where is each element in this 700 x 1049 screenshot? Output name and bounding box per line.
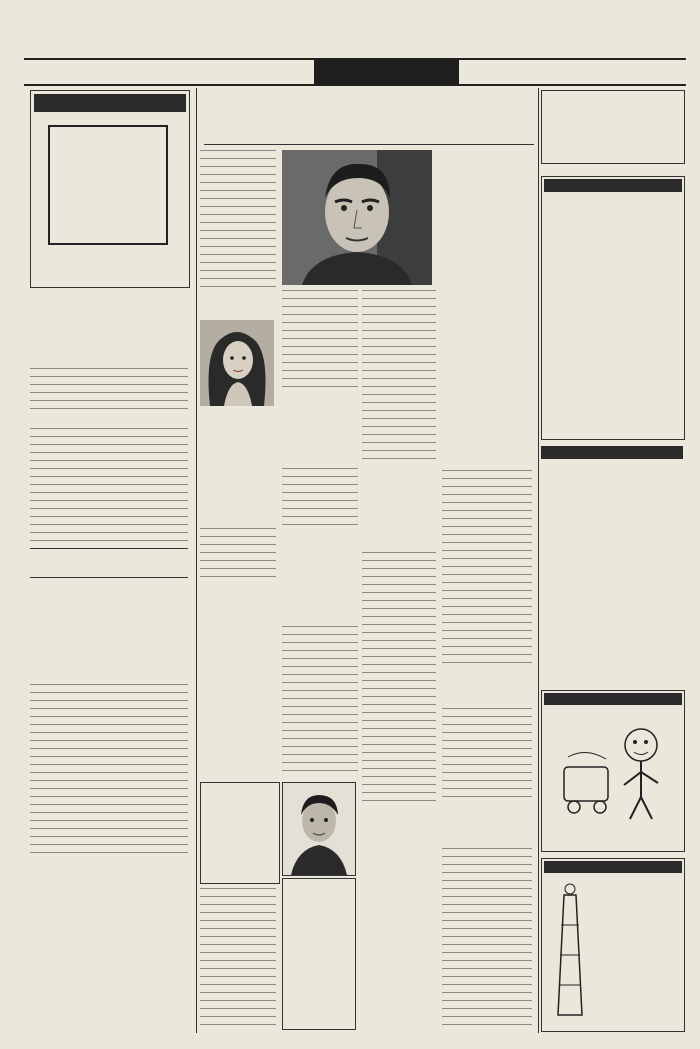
pharmacies-title <box>544 179 682 192</box>
text-block <box>282 626 358 776</box>
sayings-section <box>541 446 683 674</box>
text-block <box>200 888 276 1028</box>
text-block <box>200 150 276 290</box>
horoscope-body <box>30 580 188 680</box>
text-block <box>282 290 358 390</box>
prayer-note <box>542 95 684 97</box>
diagnosis-headline <box>200 660 276 674</box>
diagnosis-body <box>200 676 276 776</box>
sayings-body <box>541 463 683 613</box>
story-box <box>541 858 685 1032</box>
actress-body <box>200 408 276 458</box>
computer-headline <box>282 392 358 408</box>
down-heading <box>30 354 188 366</box>
crossword-title <box>34 94 186 112</box>
horoscope-title <box>30 548 188 578</box>
text-block <box>200 528 276 578</box>
story-body <box>596 875 684 1029</box>
text-block <box>442 470 532 670</box>
text-block <box>30 368 188 412</box>
cinema-headline <box>442 680 532 706</box>
history-body <box>30 880 188 1028</box>
saying-body <box>283 882 355 1008</box>
crossword-row-numbers <box>173 125 183 241</box>
actress-photo <box>200 320 274 406</box>
text-block <box>362 290 436 460</box>
clothes-body <box>200 596 276 656</box>
prayer-times-box <box>541 90 685 164</box>
cartoon-box <box>541 690 685 852</box>
actress-title <box>200 306 276 318</box>
tongue-body <box>362 810 436 1030</box>
page-header <box>24 58 686 86</box>
picture-caption <box>200 294 276 306</box>
saying-box <box>282 878 356 1030</box>
cars-body <box>282 564 358 624</box>
history-title <box>30 860 188 876</box>
text-block <box>362 552 436 802</box>
column-divider <box>196 88 197 1033</box>
brain-headline <box>362 462 436 486</box>
story-title <box>544 861 682 873</box>
lead-body-continued <box>442 302 532 380</box>
column-divider <box>538 88 539 1033</box>
text-block <box>30 428 188 544</box>
singer-box <box>200 782 280 884</box>
yousef-shaaban-photo <box>282 782 356 876</box>
lead-body <box>442 150 532 300</box>
oranges-headline <box>442 378 532 424</box>
crossword-box <box>30 90 190 288</box>
lead-headline <box>204 102 532 142</box>
headline-rule <box>204 144 534 145</box>
pharmacies-day <box>542 194 684 198</box>
pharmacies-box <box>541 176 685 440</box>
text-block <box>442 848 532 1028</box>
fashion-body <box>200 476 276 526</box>
tower-illustration <box>544 875 596 1025</box>
crossword-grid[interactable] <box>48 125 168 245</box>
section-title <box>314 60 459 84</box>
cars-headline <box>282 532 358 562</box>
nour-el-sherif-photo <box>282 150 432 285</box>
text-block <box>442 708 532 803</box>
tongue-headline <box>442 808 532 844</box>
singer-body <box>201 786 279 867</box>
brain-body <box>362 488 436 548</box>
cartoon-title <box>544 693 682 705</box>
text-block <box>282 468 358 528</box>
computer-body <box>282 410 358 466</box>
sayings-title <box>541 446 683 459</box>
solution-heading <box>30 414 188 426</box>
cartoon-drawing <box>546 707 684 837</box>
text-block <box>30 684 188 854</box>
clothes-headline <box>200 580 276 594</box>
crossword-clues <box>30 302 188 352</box>
fashion-headline <box>200 460 276 474</box>
across-heading <box>30 290 188 302</box>
